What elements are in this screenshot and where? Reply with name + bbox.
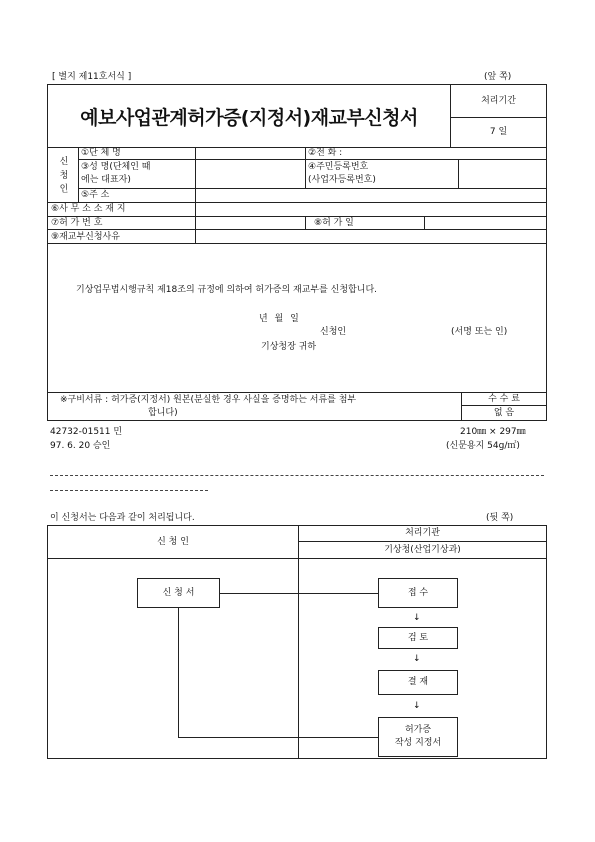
receipt-box: 접 수 [378, 578, 458, 608]
arrow-down-icon: ↓ [413, 613, 421, 623]
cut-line-continued [50, 490, 208, 491]
org-name-label: ①단 체 명 [81, 148, 121, 158]
form-number-label: [ 별지 제11호서식 ] [52, 72, 132, 82]
resident-no-label-line2: (사업자등록번호) [308, 175, 376, 185]
connector-to-issue [178, 737, 378, 738]
signature-note: (서명 또는 인) [451, 327, 508, 337]
processing-period-label: 처리기간 [481, 95, 516, 106]
org-name-field[interactable] [196, 148, 304, 159]
phone-label: ②전 화 : [308, 148, 343, 158]
resident-no-field[interactable] [459, 160, 545, 188]
applicant-column-header: 신 청 인 [157, 536, 189, 547]
back-intro: 이 신청서는 다음과 같이 처리됩니다. [50, 513, 195, 523]
arrow-down-icon: ↓ [413, 701, 421, 711]
fee-label: 수 수 료 [488, 393, 520, 404]
cut-line [50, 475, 544, 476]
back-side-label: (뒷 쪽) [486, 513, 514, 523]
name-field[interactable] [196, 160, 304, 188]
address-field[interactable] [196, 189, 545, 202]
fee-value: 없 음 [493, 407, 515, 418]
permit-number-label: ⑦허 가 번 호 [51, 218, 103, 228]
permit-number-field[interactable] [196, 217, 304, 229]
reissue-reason-field[interactable] [196, 230, 545, 243]
connector-application-to-receipt [220, 593, 378, 594]
recipient-label: 기상청장 귀하 [261, 342, 317, 352]
office-location-field[interactable] [196, 203, 545, 216]
approval-date: 97. 6. 20 승인 [50, 441, 111, 451]
office-location-label: ⑥사 무 소 소 재 지 [51, 204, 126, 214]
agency-column-title: 처리기관 [405, 528, 440, 538]
permit-issue-line1: 허가증 [404, 725, 432, 735]
approval-box: 결 재 [378, 670, 458, 695]
paper-type: (신문용지 54g/㎡) [446, 441, 520, 451]
name-label-line2: 에는 대표자) [81, 175, 131, 185]
permit-issue-box [378, 717, 458, 757]
resident-no-label-line1: ④주민등록번호 [308, 162, 369, 172]
required-documents-line2: 합니다) [148, 408, 178, 418]
applicant-signature-label: 신청인 [320, 327, 347, 337]
arrow-down-icon: ↓ [413, 654, 421, 664]
application-box: 신 청 서 [137, 578, 220, 608]
applicant-section-label: 신 청 인 [57, 156, 68, 194]
reissue-reason-label: ⑨재교부신청사유 [51, 232, 120, 242]
name-label-line1: ③성 명(단체인 때 [81, 162, 151, 172]
review-box: 검 토 [378, 627, 458, 649]
form-title: 예보사업관계허가증(지정서)재교부신청서 [80, 106, 418, 129]
permit-date-label: ⑧허 가 일 [314, 218, 354, 228]
required-documents-line1: ※구비서류 : 허가증(지정서) 원본(분실한 경우 사실을 증명하는 서류를 첨부 [60, 395, 357, 405]
paper-size: 210㎜ × 297㎜ [460, 427, 526, 437]
permit-date-field[interactable] [425, 217, 545, 229]
address-label: ⑤주 소 [81, 190, 110, 200]
agency-column-name: 기상청(산업기상과) [384, 544, 461, 555]
date-line: 년 월 일 [259, 314, 299, 324]
front-side-label: (앞 쪽) [484, 72, 512, 82]
processing-period-value: 7 일 [489, 127, 508, 137]
connector-application-down [178, 608, 179, 738]
application-statement: 기상업무법시행규칙 제18조의 규정에 의하여 허가증의 재교부를 신청합니다. [76, 285, 377, 295]
processing-flow-table [47, 525, 547, 759]
form-code: 42732-01511 민 [50, 427, 123, 437]
permit-issue-line2: 작성 지정서 [394, 738, 442, 748]
